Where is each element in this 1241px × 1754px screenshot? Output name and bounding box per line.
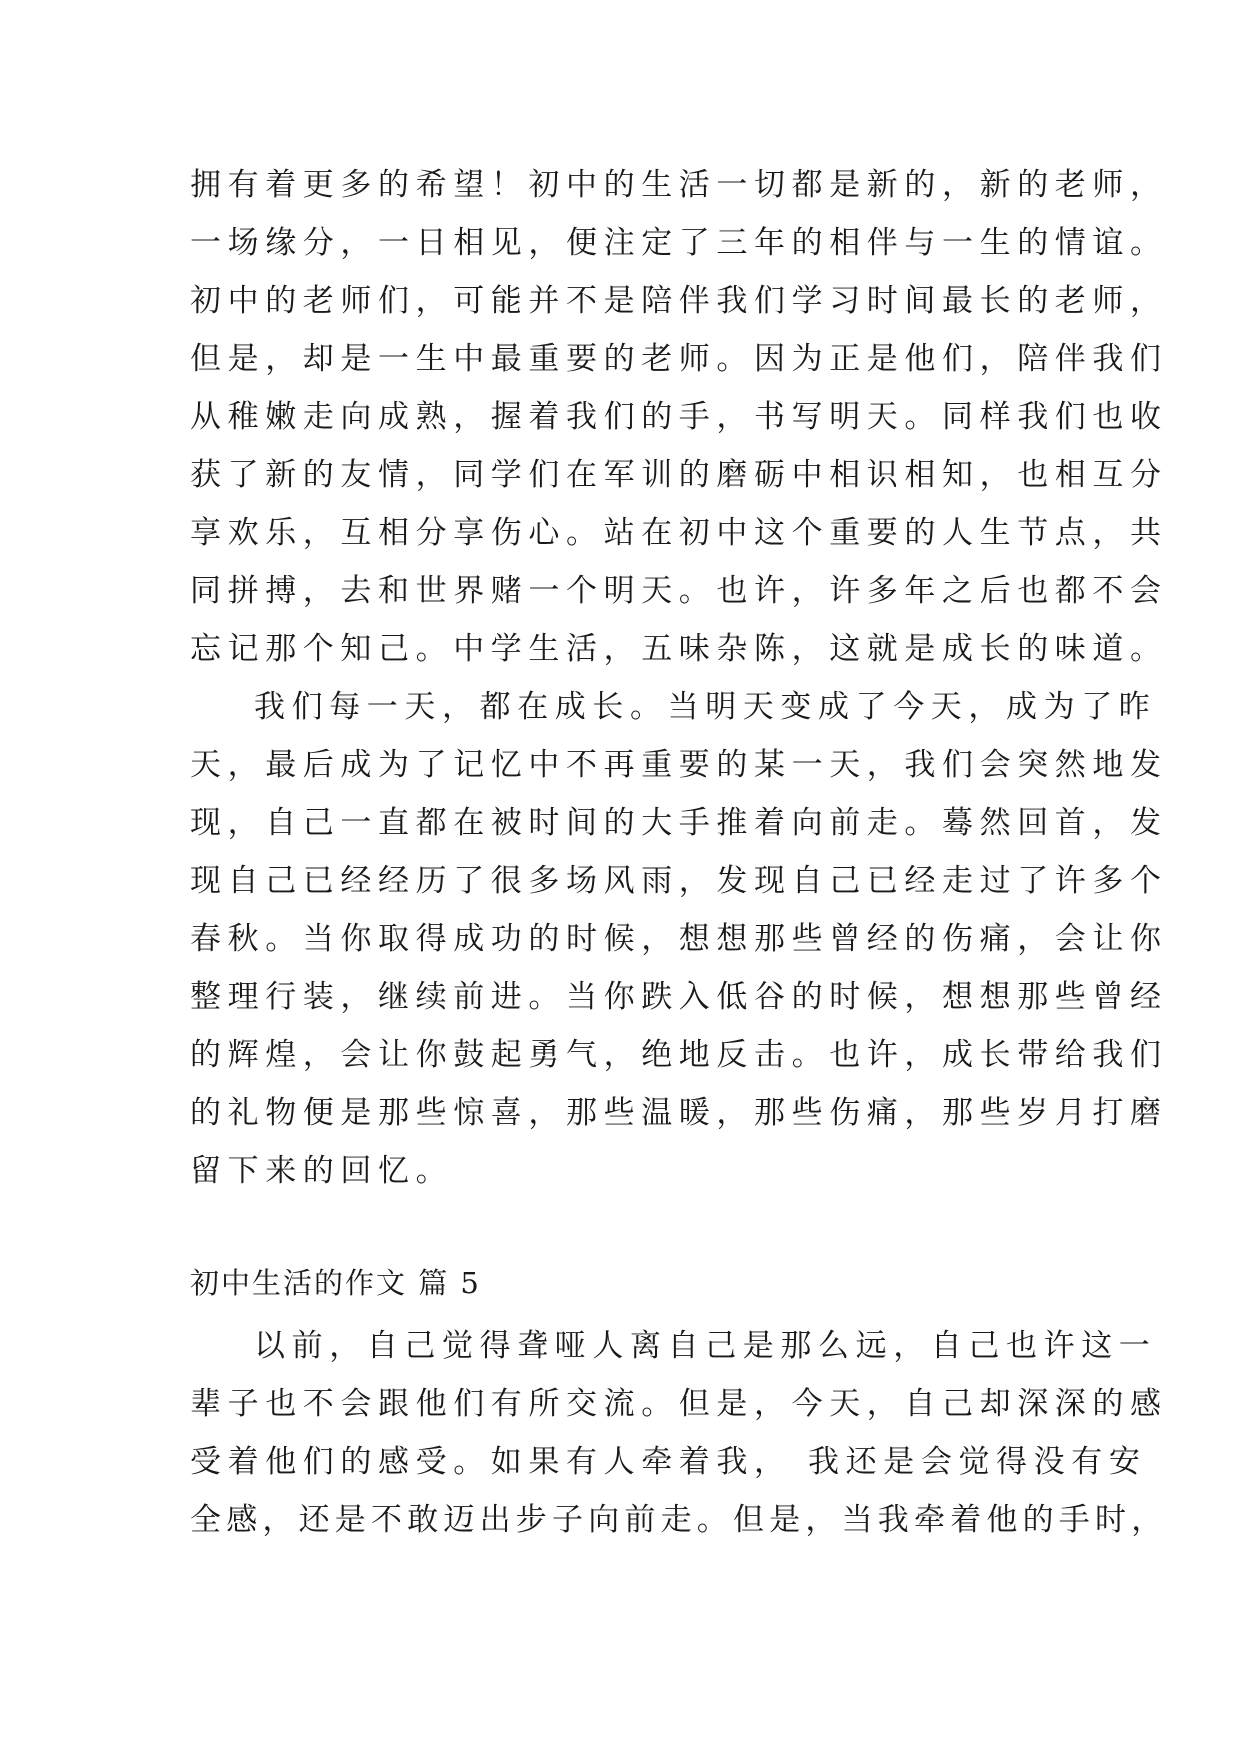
text-line: 的辉煌，会让你鼓起勇气，绝地反击。也许，成长带给我们: [190, 1037, 1168, 1073]
text-line: 的礼物便是那些惊喜，那些温暖，那些伤痛，那些岁月打磨: [190, 1095, 1168, 1131]
text-line: 辈子也不会跟他们有所交流。但是，今天，自己却深深的感: [190, 1386, 1168, 1422]
text-line: 同拼搏，去和世界赌一个明天。也许，许多年之后也都不会: [190, 573, 1168, 609]
text-line: 我们每一天，都在成长。当明天变成了今天，成为了昨: [254, 689, 1157, 725]
text-line: 从稚嫩走向成熟，握着我们的手，书写明天。同样我们也收: [190, 399, 1168, 435]
text-line: 留下来的回忆。: [190, 1153, 454, 1189]
section-title: 初中生活的作文 篇 5: [190, 1266, 481, 1300]
text-line: 但是，却是一生中最重要的老师。因为正是他们，陪伴我们: [190, 341, 1168, 377]
text-line: 获了新的友情，同学们在军训的磨砺中相识相知，也相互分: [190, 457, 1168, 493]
text-line: 全感，还是不敢迈出步子向前走。但是，当我牵着他的手时，: [190, 1502, 1168, 1538]
text-line: 受着他们的感受。如果有人牵着我， 我还是会觉得没有安: [190, 1444, 1147, 1480]
text-line: 整理行装，继续前进。当你跌入低谷的时候，想想那些曾经: [190, 979, 1168, 1015]
text-line: 春秋。当你取得成功的时候，想想那些曾经的伤痛，会让你: [190, 921, 1168, 957]
text-line: 享欢乐，互相分享伤心。站在初中这个重要的人生节点，共: [190, 515, 1168, 551]
text-line: 一场缘分，一日相见，便注定了三年的相伴与一生的情谊。: [190, 225, 1168, 261]
text-line: 现自己已经经历了很多场风雨，发现自己已经走过了许多个: [190, 863, 1168, 899]
text-line: 拥有着更多的希望！初中的生活一切都是新的，新的老师，: [190, 167, 1168, 203]
text-line: 初中的老师们，可能并不是陪伴我们学习时间最长的老师，: [190, 283, 1168, 319]
text-line: 忘记那个知己。中学生活，五味杂陈，这就是成长的味道。: [190, 631, 1168, 667]
text-line: 以前，自己觉得聋哑人离自己是那么远，自己也许这一: [254, 1328, 1157, 1364]
text-line: 天，最后成为了记忆中不再重要的某一天，我们会突然地发: [190, 747, 1168, 783]
text-line: 现，自己一直都在被时间的大手推着向前走。蓦然回首，发: [190, 805, 1168, 841]
